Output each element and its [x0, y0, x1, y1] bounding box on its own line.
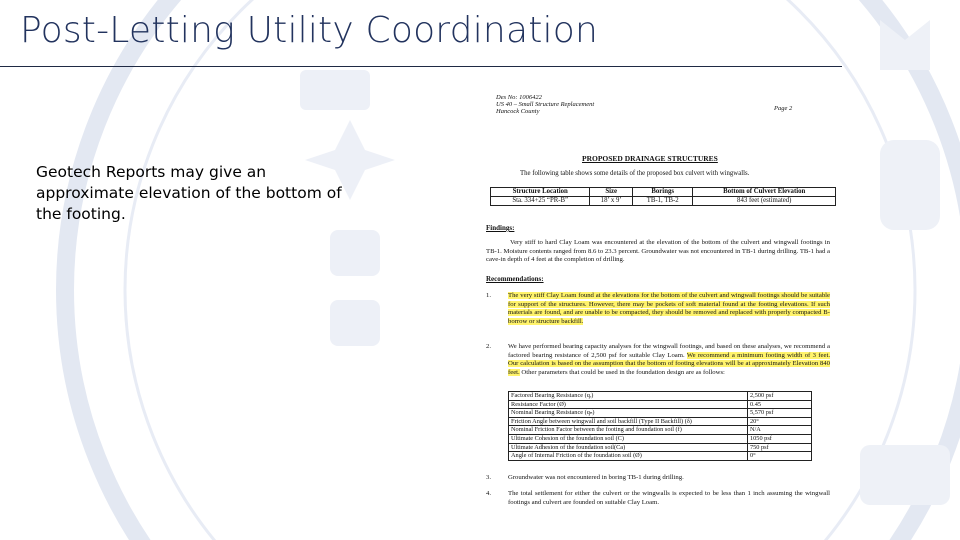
- plane-icon: [880, 20, 930, 70]
- table-cell: Sta. 334+25 “PR-B”: [491, 197, 590, 206]
- table-row: [509, 443, 812, 452]
- param-value: 1050 psf: [748, 434, 812, 443]
- param-value: 0.45: [748, 400, 812, 409]
- table-header: Structure Location: [491, 188, 590, 197]
- slide-body-text: Geotech Reports may give an approximate elevation of the bottom of the footing.: [36, 163, 342, 223]
- table-row: [509, 434, 812, 443]
- rec-number: 3.: [486, 474, 492, 481]
- table-row: [509, 452, 812, 461]
- rec2-text: We have performed bearing capacity analyses for the wingwall footings, and based on these analyses, we recommend a factored bearing resistance of 2,500 psf for suitable Clay Loam.: [508, 343, 830, 359]
- recommendation-4: The total settlement for either the culvert or the wingwalls is expected to be less than 1 inch assuming the wingwall footings and culvert are founded on suitable Clay Loam.: [508, 490, 830, 506]
- design-parameters-table: [508, 391, 812, 461]
- param-value: 5,570 psf: [748, 409, 812, 418]
- recommendations-label: Recommendations:: [486, 275, 544, 283]
- rec-number: 2.: [486, 343, 492, 350]
- train-icon: [880, 140, 940, 230]
- county: Hancock County: [496, 108, 540, 115]
- slide-title: Post-Letting Utility Coordination: [20, 10, 598, 51]
- table-row: [509, 409, 812, 418]
- param-value: 750 psf: [748, 443, 812, 452]
- table-row: [509, 400, 812, 409]
- table-cell: 843 feet (estimated): [693, 197, 836, 206]
- recommendation-2: [508, 343, 830, 377]
- highlighted-text: We recommend a minimum footing width of 3 feet. Our calculation is based on the assumption that the bottom of footing elevations will be at approximately Elevation 840 feet.: [508, 351, 830, 376]
- table-header-row: [491, 188, 836, 197]
- bus-icon: [860, 445, 950, 505]
- table-header: Borings: [632, 188, 693, 197]
- param-value: 2,500 psf: [748, 392, 812, 401]
- bus-icon: [330, 300, 380, 346]
- param-value: 0°: [748, 452, 812, 461]
- param-label: Ultimate Cohesion of the foundation soil (C): [509, 434, 748, 443]
- table-row: [509, 392, 812, 401]
- structure-table: [490, 187, 836, 206]
- truck-icon: [300, 70, 370, 110]
- highlighted-text: The very stiff Clay Loam found at the elevations for the bottom of the culvert and wingwall footings should be suitable for support of the structures. However, there may be pockets of soft material found at the footing elevations. If such materials are found, and are unable to be compacted, they should be removed and replaced with properly compacted B-borrow or structure backfill.: [508, 292, 830, 325]
- geotech-report-excerpt: [478, 88, 838, 520]
- param-label: Angle of Internal Friction of the foundation soil (Ø): [509, 452, 748, 461]
- rec-number: 1.: [486, 292, 492, 299]
- title-divider: [0, 66, 842, 67]
- section-heading: PROPOSED DRAINAGE STRUCTURES: [582, 154, 718, 163]
- table-row: [491, 197, 836, 206]
- table-row: [509, 426, 812, 435]
- param-value: 20°: [748, 417, 812, 426]
- recommendation-3: Groundwater was not encountered in boring TB-1 during drilling.: [508, 474, 684, 481]
- intro-text: The following table shows some details of the proposed box culvert with wingwalls.: [520, 170, 750, 177]
- param-label: Factored Bearing Resistance (qᵣ): [509, 392, 748, 401]
- table-row: [509, 417, 812, 426]
- table-header: Bottom of Culvert Elevation: [693, 188, 836, 197]
- rec-number: 4.: [486, 490, 492, 497]
- table-cell: 18’ x 9’: [590, 197, 633, 206]
- param-label: Friction Angle between wingwall and soil backfill (Type II Backfill) (δ): [509, 417, 748, 426]
- param-label: Ultimate Adhesion of the foundation soil(Ca): [509, 443, 748, 452]
- param-label: Resistance Factor (Ø): [509, 400, 748, 409]
- project-name: US 40 – Small Structure Replacement: [496, 101, 595, 108]
- recommendation-1: [508, 292, 830, 326]
- param-label: Nominal Bearing Resistance (qₙ): [509, 409, 748, 418]
- param-value: N/A: [748, 426, 812, 435]
- des-number: Des No: 1006422: [496, 94, 542, 101]
- param-label: Nominal Friction Factor between the footing and foundation soil (f): [509, 426, 748, 435]
- report-meta: [496, 94, 594, 115]
- car-icon: [330, 230, 380, 276]
- table-header: Size: [590, 188, 633, 197]
- page-number: Page 2: [774, 105, 793, 112]
- table-cell: TB-1, TB-2: [632, 197, 693, 206]
- findings-text: Very stiff to hard Clay Loam was encountered at the elevation of the bottom of the culvert and wingwall footings in TB-1. Moisture contents ranged from 8.6 to 23.3 percent. Groundwater was not encountered in TB-1 during drilling. TB-1 had a cave-in depth of 4 feet at the completion of drilling.: [486, 239, 830, 264]
- findings-label: Findings:: [486, 224, 515, 232]
- rec2-text: Other parameters that could be used in the foundation design are as follows:: [521, 368, 725, 376]
